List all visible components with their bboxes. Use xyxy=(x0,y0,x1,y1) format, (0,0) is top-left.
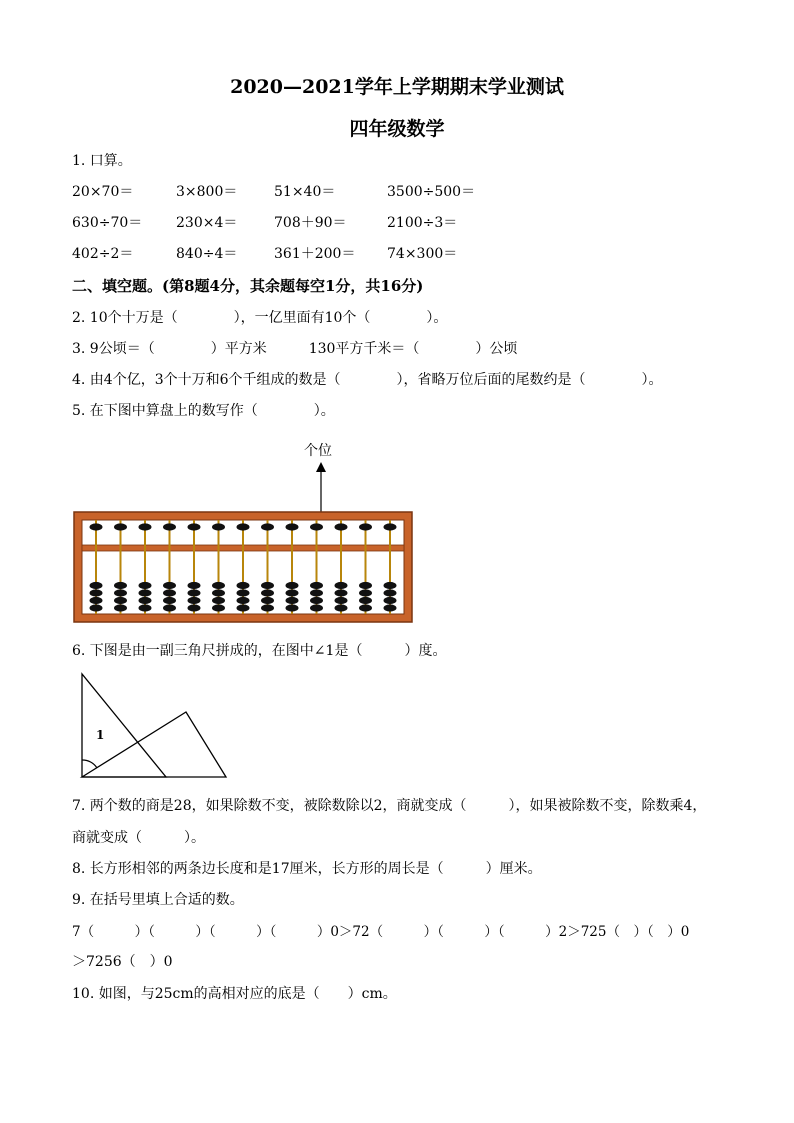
abacus-lower-bead xyxy=(286,597,299,604)
abacus-lower-bead xyxy=(359,582,372,589)
abacus-lower-bead xyxy=(310,604,323,611)
set-square-figure xyxy=(76,670,232,782)
abacus-upper-bead xyxy=(212,523,225,530)
exam-subtitle: 四年级数学 xyxy=(349,118,445,140)
triangle-45 xyxy=(82,712,226,777)
abacus-upper-bead xyxy=(261,523,274,530)
q1-cell: 361＋200＝ xyxy=(274,246,356,262)
abacus-lower-bead xyxy=(114,589,127,596)
abacus-lower-bead xyxy=(188,582,201,589)
abacus-lower-bead xyxy=(139,597,152,604)
question-6: 6. 下图是由一副三角尺拼成的，在图中∠1是（ ）度。 xyxy=(72,643,447,659)
triangle-30-60 xyxy=(82,674,166,777)
abacus-lower-bead xyxy=(384,582,397,589)
abacus-lower-bead xyxy=(188,597,201,604)
abacus-lower-bead xyxy=(212,597,225,604)
abacus-lower-bead xyxy=(286,589,299,596)
abacus-upper-bead xyxy=(114,523,127,530)
abacus-lower-bead xyxy=(261,604,274,611)
q1-cell: 20×70＝ xyxy=(72,184,134,200)
question-9: 9. 在括号里填上合适的数。 xyxy=(72,892,244,908)
q1-cell: 74×300＝ xyxy=(387,246,458,262)
abacus-lower-bead xyxy=(163,604,176,611)
abacus-upper-bead xyxy=(335,523,348,530)
abacus-upper-bead xyxy=(90,523,103,530)
abacus-lower-bead xyxy=(286,582,299,589)
q1-label: 1. 口算。 xyxy=(72,153,132,169)
abacus-upper-bead xyxy=(188,523,201,530)
abacus-lower-bead xyxy=(90,604,103,611)
abacus-lower-bead xyxy=(139,604,152,611)
question-7-line-2: 商就变成（ ）。 xyxy=(72,830,205,846)
abacus-lower-bead xyxy=(335,604,348,611)
abacus-lower-bead xyxy=(384,589,397,596)
abacus-lower-bead xyxy=(212,582,225,589)
abacus-lower-bead xyxy=(335,597,348,604)
abacus-lower-bead xyxy=(114,604,127,611)
abacus-lower-bead xyxy=(261,589,274,596)
question-9-line-a: 7（ ）（ ）（ ）（ ）0＞72（ ）（ ）（ ）2＞725（ ）（ ）0 xyxy=(72,924,690,940)
q1-cell: 708＋90＝ xyxy=(274,215,347,231)
q1-cell: 402÷2＝ xyxy=(72,246,134,262)
angle-arc xyxy=(82,760,97,768)
exam-title: 2020—2021学年上学期期末学业测试 xyxy=(230,76,564,98)
section-2-heading: 二、填空题。(第8题4分，其余题每空1分，共16分) xyxy=(72,277,424,295)
abacus-lower-bead xyxy=(114,582,127,589)
question-4: 4. 由4个亿，3个十万和6个千组成的数是（ ），省略万位后面的尾数约是（ ）。 xyxy=(72,372,663,388)
abacus-upper-bead xyxy=(139,523,152,530)
abacus-lower-bead xyxy=(286,604,299,611)
question-10: 10. 如图，与25cm的高相对应的底是（ ）cm。 xyxy=(72,986,397,1002)
abacus-upper-bead xyxy=(359,523,372,530)
abacus-lower-bead xyxy=(310,597,323,604)
abacus-lower-bead xyxy=(237,582,250,589)
abacus-lower-bead xyxy=(163,589,176,596)
abacus-lower-bead xyxy=(335,582,348,589)
abacus-lower-bead xyxy=(359,597,372,604)
abacus-lower-bead xyxy=(261,597,274,604)
abacus-lower-bead xyxy=(212,589,225,596)
q1-cell: 3×800＝ xyxy=(176,184,238,200)
abacus-lower-bead xyxy=(335,589,348,596)
abacus-lower-bead xyxy=(90,589,103,596)
q1-cell: 230×4＝ xyxy=(176,215,238,231)
ones-place-label: 个位 xyxy=(304,443,332,459)
question-9-line-b: ＞7256（ ）0 xyxy=(72,954,173,970)
question-2: 2. 10个十万是（ ），一亿里面有10个（ ）。 xyxy=(72,310,448,326)
abacus-upper-bead xyxy=(237,523,250,530)
abacus-figure xyxy=(70,460,416,626)
abacus-lower-bead xyxy=(384,604,397,611)
abacus-lower-bead xyxy=(237,597,250,604)
abacus-lower-bead xyxy=(188,604,201,611)
question-8: 8. 长方形相邻的两条边长度和是17厘米，长方形的周长是（ ）厘米。 xyxy=(72,861,542,877)
abacus-lower-bead xyxy=(90,597,103,604)
abacus-lower-bead xyxy=(261,582,274,589)
question-5: 5. 在下图中算盘上的数写作（ ）。 xyxy=(72,403,335,419)
angle-1-label: 1 xyxy=(96,728,105,742)
q1-cell: 630÷70＝ xyxy=(72,215,143,231)
abacus-upper-bead xyxy=(384,523,397,530)
q1-cell: 840÷4＝ xyxy=(176,246,238,262)
abacus-lower-bead xyxy=(212,604,225,611)
abacus-lower-bead xyxy=(139,582,152,589)
arrow-head xyxy=(316,462,326,472)
q1-cell: 51×40＝ xyxy=(274,184,336,200)
abacus-lower-bead xyxy=(359,604,372,611)
question-7-line-1: 7. 两个数的商是28，如果除数不变，被除数除以2，商就变成（ ），如果被除数不变，除数乘4， xyxy=(72,798,707,814)
abacus-lower-bead xyxy=(310,582,323,589)
q1-cell: 2100÷3＝ xyxy=(387,215,458,231)
abacus-lower-bead xyxy=(237,589,250,596)
abacus-lower-bead xyxy=(188,589,201,596)
abacus-upper-bead xyxy=(310,523,323,530)
abacus-lower-bead xyxy=(90,582,103,589)
abacus-lower-bead xyxy=(163,582,176,589)
abacus-lower-bead xyxy=(237,604,250,611)
abacus-upper-bead xyxy=(286,523,299,530)
q1-cell: 3500÷500＝ xyxy=(387,184,476,200)
abacus-lower-bead xyxy=(163,597,176,604)
abacus-lower-bead xyxy=(139,589,152,596)
abacus-lower-bead xyxy=(114,597,127,604)
abacus-lower-bead xyxy=(384,597,397,604)
abacus-lower-bead xyxy=(359,589,372,596)
question-3: 3. 9公顷＝（ ）平方米 130平方千米＝（ ）公顷 xyxy=(72,341,518,357)
abacus-lower-bead xyxy=(310,589,323,596)
abacus-upper-bead xyxy=(163,523,176,530)
